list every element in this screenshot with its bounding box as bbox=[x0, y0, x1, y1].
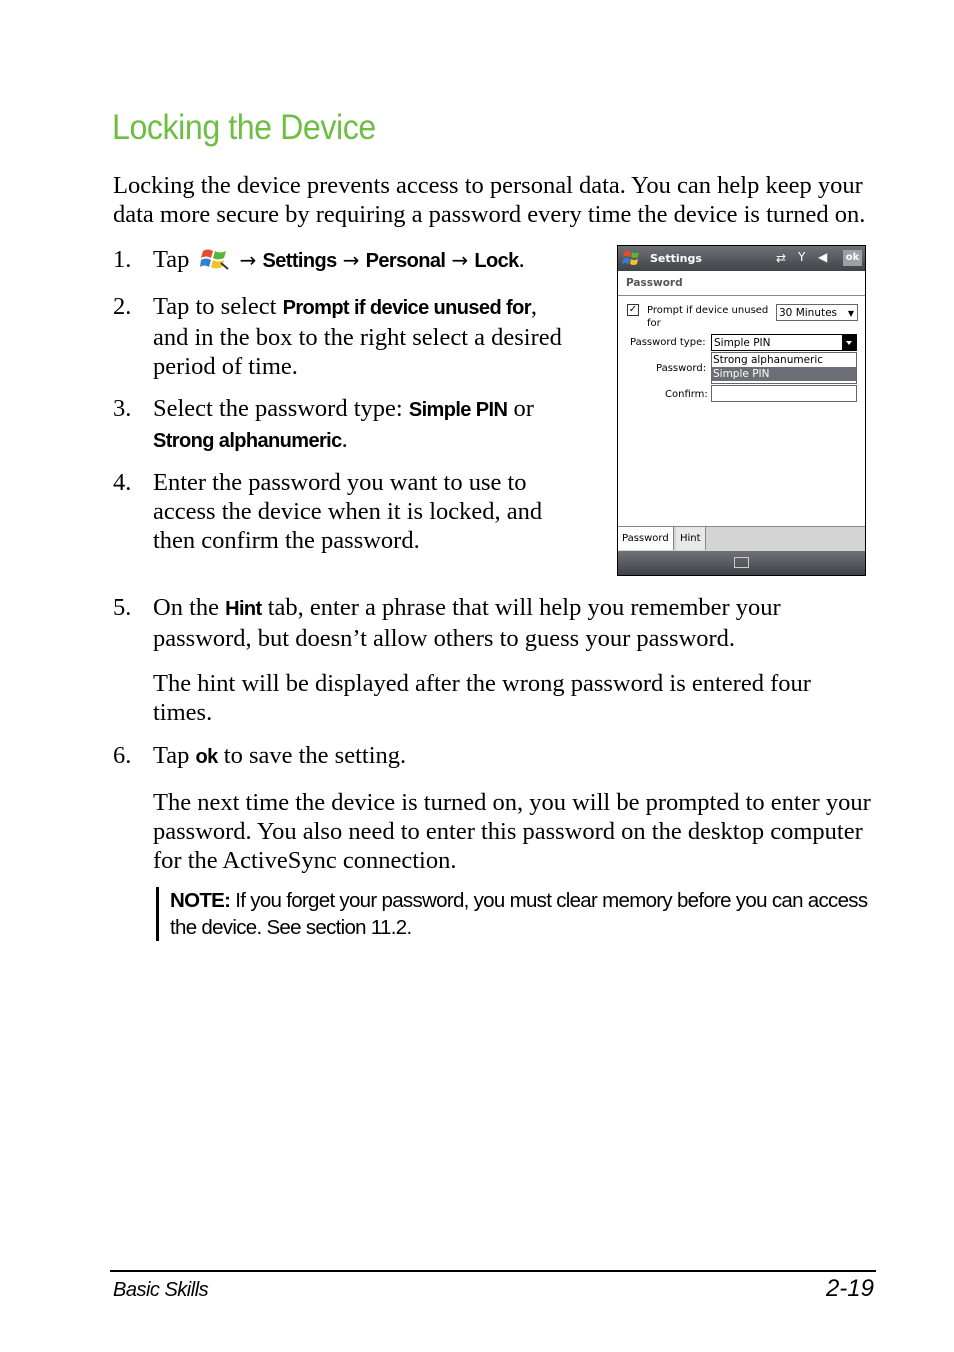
divider bbox=[618, 295, 865, 296]
step-body: Select the password type: Simple PIN or Strong alphanumeric. bbox=[153, 395, 534, 453]
start-icon bbox=[200, 247, 230, 271]
step-body: Tap ok to save the setting. The next time the device is turned on, you will be prompted to enter your password. You also need to enter this password on the desktop computer for the ActiveSync connection. bbox=[153, 742, 871, 874]
tab-password[interactable]: Password bbox=[618, 527, 674, 550]
volume-icon: ◀ bbox=[818, 250, 828, 264]
step-number: 3. bbox=[113, 395, 132, 422]
password-type-dropdown[interactable]: Simple PIN bbox=[711, 334, 857, 351]
prompt-checkbox[interactable]: ✓ bbox=[628, 304, 638, 315]
chevron-down-icon: ▼ bbox=[847, 309, 854, 318]
arrow-icon: → bbox=[239, 248, 257, 272]
step-number: 1. bbox=[113, 246, 132, 273]
step-number: 4. bbox=[113, 469, 132, 496]
step-number: 2. bbox=[113, 293, 132, 320]
step-body: On the Hint tab, enter a phrase that will help you remember your password, but doesn’t allow others to guess your password. The hint will be displayed after the wrong password is entered four times. bbox=[153, 594, 811, 726]
connectivity-icon: ⇄ bbox=[776, 251, 787, 265]
step-body: Tap to select Prompt if device unused for, and in the box to the right select a desired period of time. bbox=[153, 293, 562, 380]
footer-divider bbox=[110, 1270, 876, 1272]
step-number: 6. bbox=[113, 742, 132, 769]
arrow-icon: → bbox=[342, 248, 360, 272]
list-item[interactable]: Strong alphanumeric bbox=[713, 354, 824, 366]
step-body: Tap → Settings → Personal → Lock. bbox=[153, 246, 525, 273]
step-number: 5. bbox=[113, 594, 132, 621]
page-title: Locking the Device bbox=[112, 108, 376, 147]
page-number: 2-19 bbox=[825, 1275, 874, 1302]
chevron-down-icon bbox=[842, 335, 856, 350]
confirm-label: Confirm: bbox=[665, 389, 708, 400]
arrow-icon: → bbox=[451, 248, 469, 272]
start-icon bbox=[622, 250, 642, 267]
title-bar bbox=[618, 246, 865, 271]
timeout-dropdown[interactable]: 30 Minutes ▼ bbox=[776, 304, 858, 321]
note-text: If you forget your password, you must clear memory before you can access the device. See section 11.2. bbox=[170, 889, 868, 939]
tab-hint[interactable]: Hint bbox=[676, 527, 706, 550]
password-type-label: Password type: bbox=[630, 337, 706, 348]
list-item[interactable]: Simple PIN bbox=[712, 367, 856, 381]
note-box bbox=[156, 887, 890, 941]
prompt-label-cont: for bbox=[647, 318, 661, 329]
signal-icon: Y bbox=[798, 250, 806, 264]
keyboard-icon[interactable] bbox=[734, 557, 749, 568]
tab-bar bbox=[618, 526, 865, 551]
intro-paragraph: Locking the device prevents access to personal data. You can help keep your data more secure by requiring a password every time the device is turned on. bbox=[113, 172, 866, 228]
section-header: Password bbox=[626, 277, 683, 289]
device-screenshot bbox=[617, 245, 866, 576]
password-label: Password: bbox=[656, 363, 707, 374]
note-label: NOTE: bbox=[170, 889, 231, 912]
screen-title: Settings bbox=[650, 252, 702, 265]
password-type-list bbox=[711, 352, 857, 384]
confirm-field[interactable] bbox=[711, 385, 857, 402]
soft-key-bar bbox=[618, 551, 865, 575]
ok-button[interactable]: ok bbox=[843, 250, 862, 266]
prompt-label: Prompt if device unused bbox=[647, 305, 769, 316]
footer-chapter: Basic Skills bbox=[113, 1279, 209, 1301]
step-body: Enter the password you want to use to access the device when it is locked, and then confirm the password. bbox=[153, 469, 543, 554]
